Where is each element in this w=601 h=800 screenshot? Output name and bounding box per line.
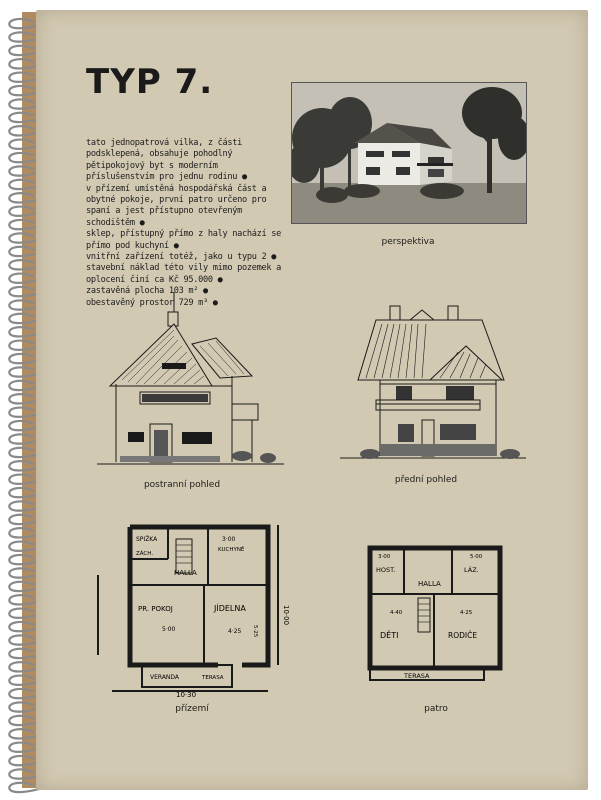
dim-study-width: 5·00 [162, 626, 176, 633]
label-terrace: TERASA [202, 675, 224, 681]
caption-side-view: postranní pohled [143, 480, 221, 490]
dim-bath-width: 5·00 [470, 554, 483, 560]
dim-parents-width: 4·25 [460, 610, 473, 616]
label-bath: LÁZ. [464, 566, 479, 574]
ground-floor-plan [92, 515, 292, 700]
side-elevation-drawing [92, 286, 288, 474]
label-hall: HALLA [174, 569, 197, 577]
description-line-4: vnitřní zařízení totéž, jako u typu 2 ● [86, 252, 277, 263]
label-children: DĚTI [380, 631, 399, 640]
description-line-7: obestavěný prostor 729 m³ ● [86, 297, 218, 308]
front-elevation-drawing [340, 300, 530, 466]
caption-ground-floor: přízemí [175, 704, 209, 714]
dim-kitchen-width: 3·00 [222, 536, 236, 543]
page-title: TYP 7. [86, 62, 214, 102]
label-study: PR. POKOJ [138, 605, 173, 613]
description-line-5: stavební náklad této vily mimo pozemek a oplocení činí ca Kč 95.000 ● [86, 263, 281, 285]
description-line-1: tato jednopatrová vilka, z části podsklepená, obsahuje pohodlný pětipokojový byt s moderním příslušenstvím pro jednu rodinu ● [86, 138, 247, 183]
dim-dining-width: 4·25 [228, 628, 242, 635]
label-pantry: SPIŽKA [136, 536, 158, 543]
caption-upper-floor: patro [424, 704, 448, 714]
caption-front-view: přední pohled [394, 475, 458, 485]
label-upper-hall: HALLA [418, 580, 441, 588]
label-kitchen: KUCHYNĚ [218, 547, 245, 553]
upper-floor-plan [360, 538, 510, 688]
label-veranda: VERANDA [150, 674, 180, 681]
dim-guest-width: 3·00 [378, 554, 391, 560]
caption-perspective: perspektiva [381, 237, 435, 247]
label-dining: JÍDELNA [214, 604, 246, 613]
description-line-3: sklep, přístupný přímo z haly nachází se přímo pod kuchyní ● [86, 229, 281, 251]
dim-dining-depth: 5·25 [252, 625, 258, 638]
description-text [86, 138, 282, 309]
dim-total-height: 10·00 [282, 605, 290, 626]
dim-total-width: 10·30 [176, 691, 197, 699]
description-line-2: v přízemí umístěná hospodářská část a obytné pokoje, první patro určeno pro spaní a jest přístupno otevřeným schodištěm ● [86, 183, 267, 228]
front-windows [376, 386, 496, 456]
dim-children-width: 4·40 [390, 610, 403, 616]
side-shrubs [232, 451, 276, 463]
perspective-illustration [291, 82, 527, 224]
description-line-6: zastavěná plocha 103 m² ● [86, 286, 208, 297]
label-wc: ZÁCH. [136, 551, 154, 557]
label-guest: HOST. [376, 566, 396, 574]
label-parents: RODIČE [448, 631, 478, 640]
label-upper-terrace: TERASA [404, 672, 430, 680]
